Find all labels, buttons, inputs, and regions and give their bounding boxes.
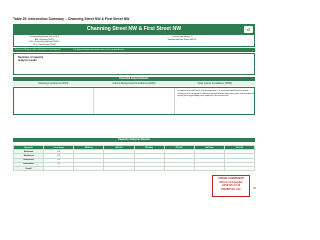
col-future-background: Future Background Conditions (2020) xyxy=(112,82,156,85)
column-headers xyxy=(13,82,255,86)
table-cell: LTR xyxy=(44,158,74,162)
table-cell: LTR xyxy=(44,154,74,158)
capacity-header: Capacity Analysis Results xyxy=(13,138,255,142)
summary-box xyxy=(13,53,255,75)
intersection-name: Channing Street NW & First Street NW xyxy=(86,26,182,32)
improvements-header: Potential Improvements xyxy=(13,77,255,81)
summary-label: Summary of capacity analysis results xyxy=(18,56,44,62)
page-number: 57 xyxy=(253,187,256,190)
table-cell: Southbound xyxy=(14,162,44,166)
stamp-line: District of Columbia xyxy=(219,180,243,184)
stamp-line: ZONING COMMISSION xyxy=(218,177,244,180)
lane-config-panel xyxy=(13,34,255,47)
cap-header: Lane Group xyxy=(44,146,74,150)
table-cell xyxy=(164,166,194,170)
stamp-line: CASE NO. 16-16 xyxy=(221,184,241,187)
cap-header: AM LOS xyxy=(104,146,134,150)
total-future-cell xyxy=(175,88,254,114)
cap-header: AM Delay xyxy=(74,146,104,150)
table-cell: LTR xyxy=(44,150,74,154)
table-cell: Overall xyxy=(14,166,44,170)
table-cell: Northbound xyxy=(14,158,44,162)
table-cell xyxy=(134,166,164,170)
table-cell xyxy=(74,166,104,170)
improvements-body xyxy=(13,87,255,115)
cap-header: Approach xyxy=(14,146,44,150)
col-total-future: Total Future Conditions (2020) xyxy=(197,82,232,85)
firm-logo-icon: G xyxy=(244,26,253,33)
lane-config-text: Location/Evaluation with LOS F AM = Existing (2015) BG = Future Background (2020) TF = Total Future (2020) xyxy=(29,36,60,47)
traffic-stripe xyxy=(13,48,255,52)
cap-header: Sat LOS xyxy=(224,146,254,150)
cap-header: PM LOS xyxy=(164,146,194,150)
table-cell xyxy=(44,166,74,170)
capacity-table xyxy=(13,145,255,171)
existing-cell xyxy=(14,88,94,114)
future-background-cell xyxy=(94,88,174,114)
table-cell: Eastbound xyxy=(14,150,44,154)
stamp-line: EXHIBIT NO. 24C xyxy=(221,187,241,191)
page-title: Table 25: Intersection Summary – Channing Street NW & First Street NW xyxy=(13,17,130,21)
stripe-value: The Approaching intersection was to the trip distribution xyxy=(73,48,125,51)
table-cell: LTR xyxy=(44,162,74,166)
cap-header: Sat Delay xyxy=(194,146,224,150)
zoning-exhibit-stamp xyxy=(212,175,250,197)
stripe-note: Percent of Future traffic attributed to development xyxy=(15,48,61,51)
total-future-text: In conjunction with Phase 1 of development, it is recommended that the existing intersection be restriped to allow a protected left-turn during the peak, and coordinated signal phasing providing more capacity to the intersection. xyxy=(177,90,255,97)
col-existing: Existing Conditions (2015) xyxy=(38,82,69,85)
table-cell xyxy=(194,166,224,170)
table-row xyxy=(14,166,255,170)
table-cell xyxy=(104,166,134,170)
table-cell xyxy=(224,166,254,170)
table-cell: Westbound xyxy=(14,154,44,158)
cap-header: PM Delay xyxy=(134,146,164,150)
signal-note: Current Intersection TI Southbound First Street NW TF xyxy=(167,36,197,41)
